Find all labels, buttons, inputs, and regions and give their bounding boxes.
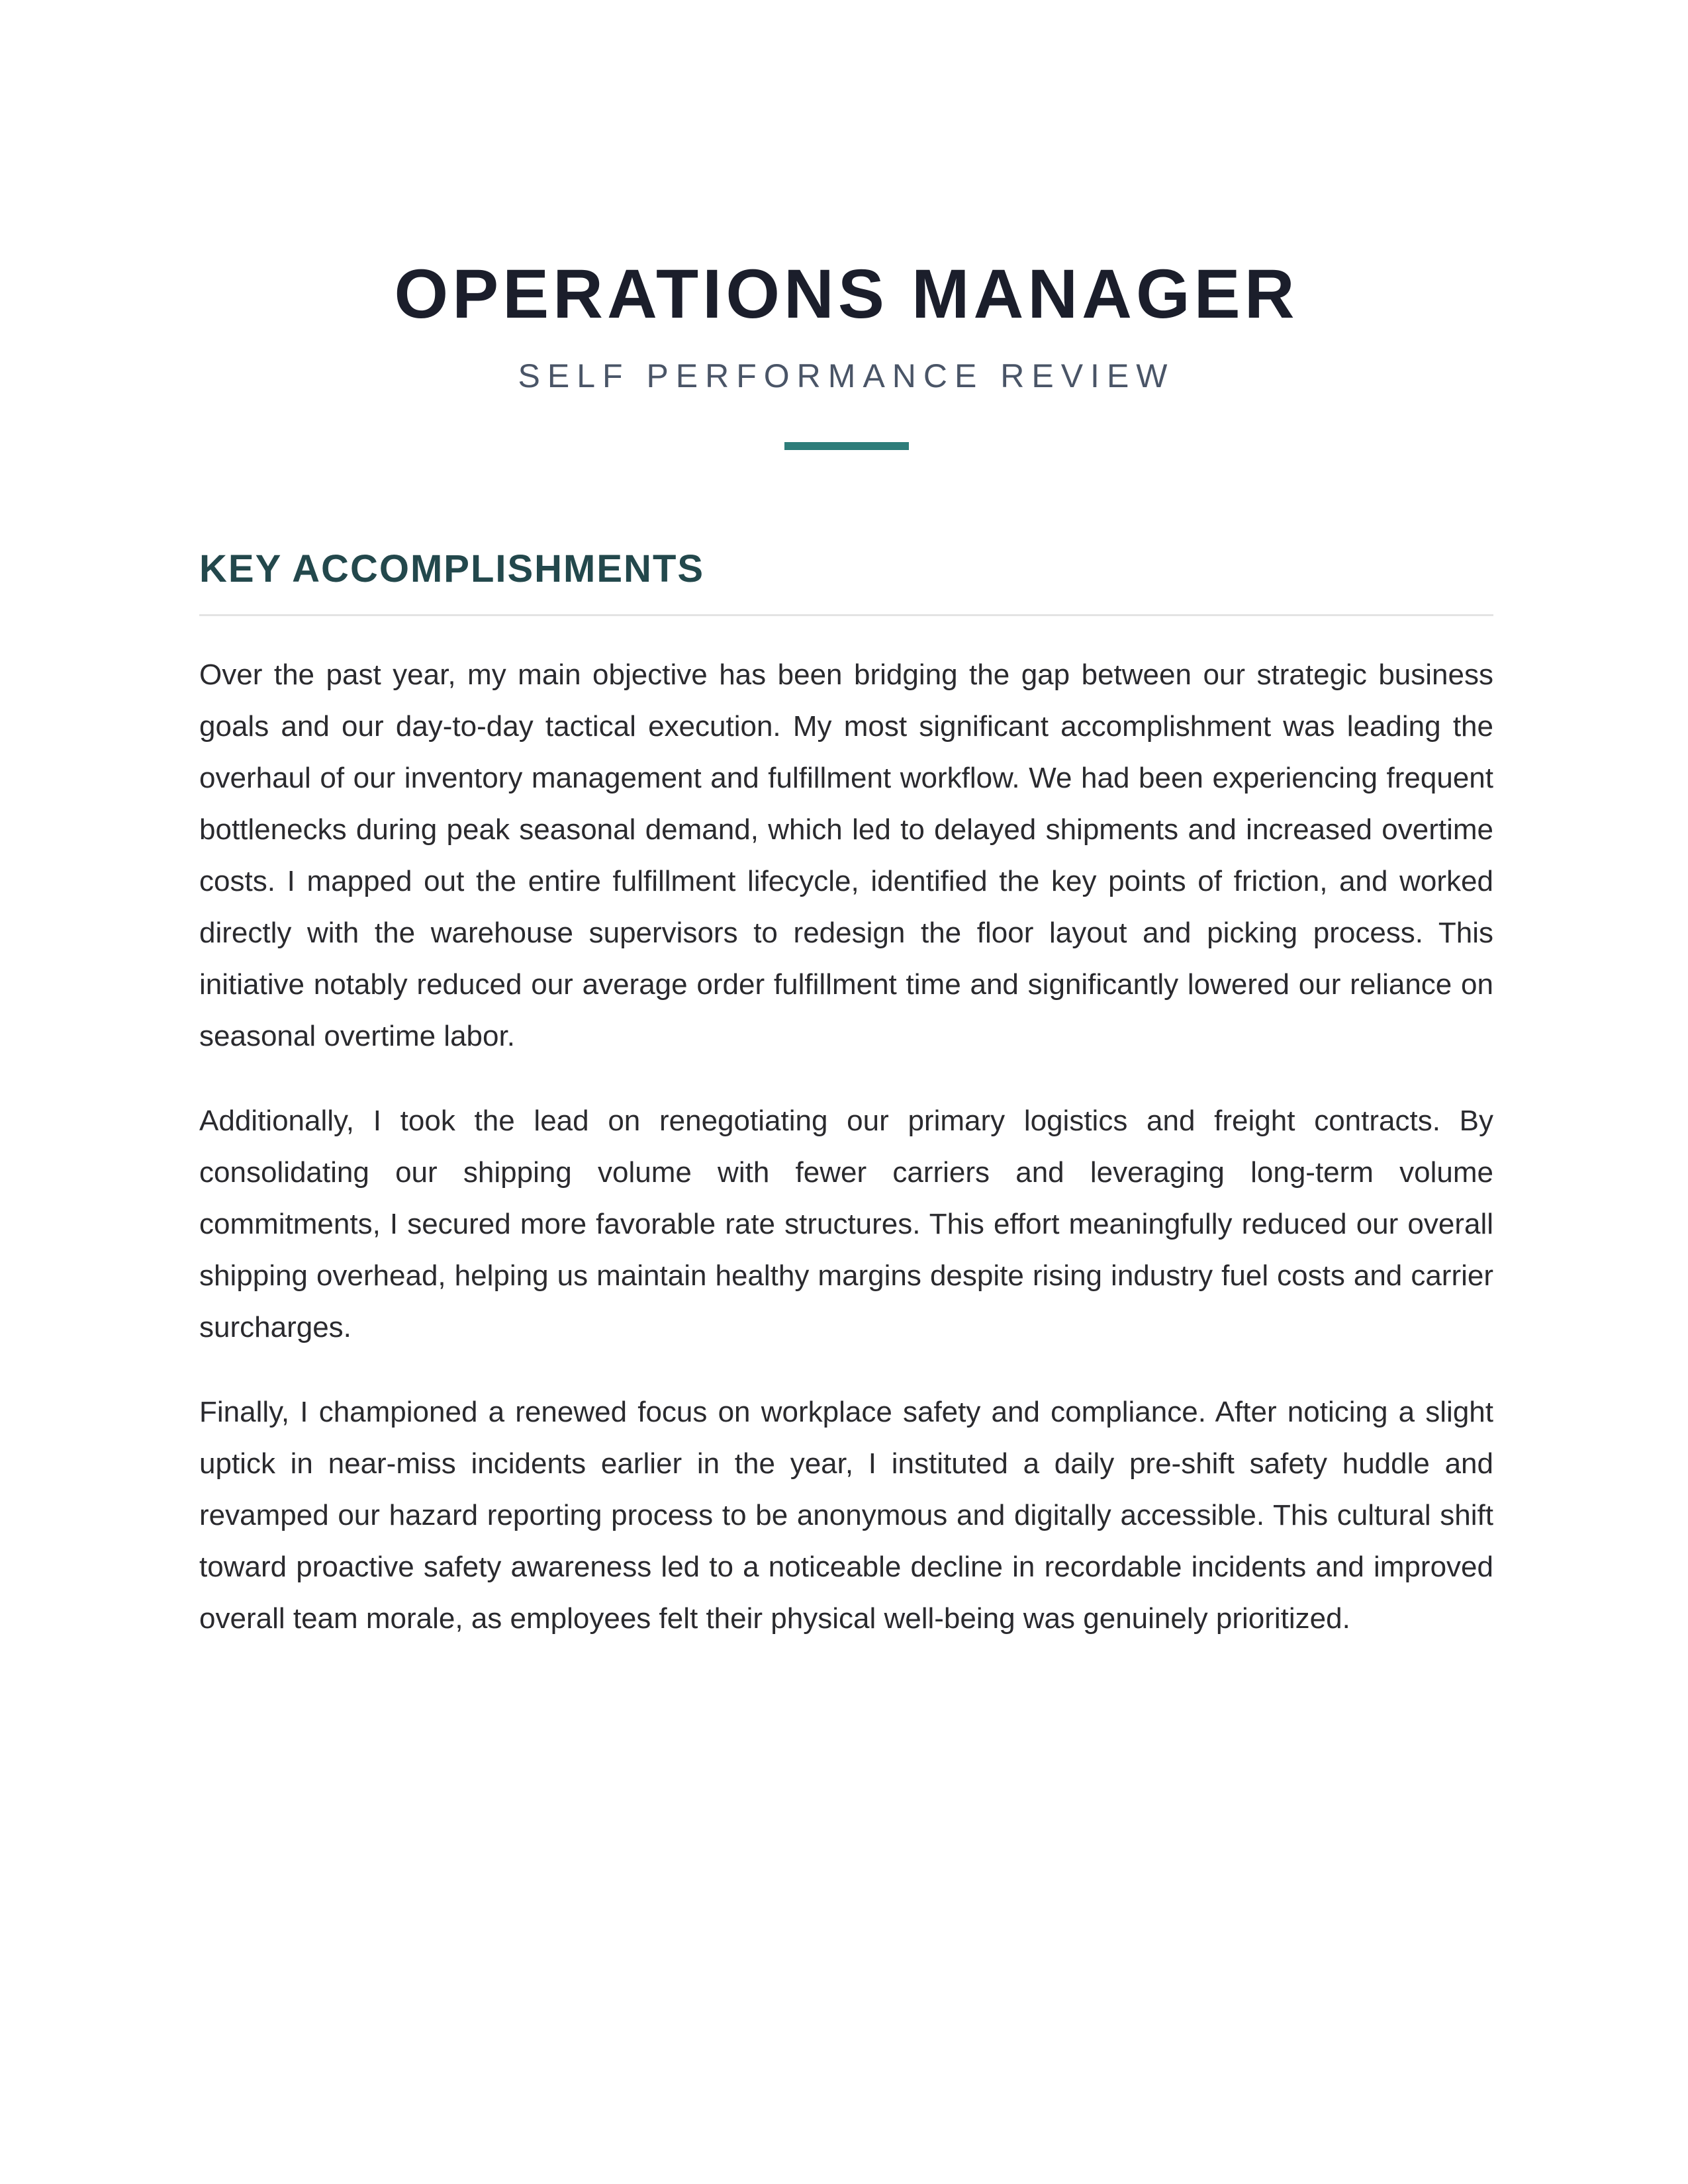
key-accomplishments-section bbox=[199, 543, 1493, 1645]
paragraph-3: Finally, I championed a renewed focus on workplace safety and compliance. After noticing a slight uptick in near-miss incidents earlier in the year, I instituted a daily pre-shift safety huddle and revamped our hazard reporting process to be anonymous and digitally accessible. This cultural shift toward proactive safety awareness led to a noticeable decline in recordable incidents and improved overall team morale, as employees felt their physical well-being was genuinely prioritized. bbox=[199, 1396, 1493, 1635]
document-header bbox=[199, 251, 1493, 450]
title-accent-divider bbox=[784, 442, 909, 450]
document-page bbox=[199, 251, 1493, 1645]
paragraph-2: Additionally, I took the lead on renegotiating our primary logistics and freight contracts. By consolidating our shipping volume with fewer carriers and leveraging long-term volume commitments, I secured more favorable rate structures. This effort meaningfully reduced our overall shipping overhead, helping us maintain healthy margins despite rising industry fuel costs and carrier surcharges. bbox=[199, 1105, 1493, 1343]
section-divider bbox=[199, 614, 1493, 616]
document-title: OPERATIONS MANAGER bbox=[394, 255, 1299, 333]
section-heading: KEY ACCOMPLISHMENTS bbox=[199, 547, 705, 590]
document-subtitle: SELF PERFORMANCE REVIEW bbox=[518, 357, 1175, 394]
paragraph-1: Over the past year, my main objective has been bridging the gap between our strategic business goals and our day-to-day tactical execution. My most significant accomplishment was leading the overhaul of our inventory management and fulfillment workflow. We had been experiencing frequent bottlenecks during peak seasonal demand, which led to delayed shipments and increased overtime costs. I mapped out the entire fulfillment lifecycle, identified the key points of friction, and worked directly with the warehouse supervisors to redesign the floor layout and picking process. This initiative notably reduced our average order fulfillment time and significantly lowered our reliance on seasonal overtime labor. bbox=[199, 659, 1493, 1052]
